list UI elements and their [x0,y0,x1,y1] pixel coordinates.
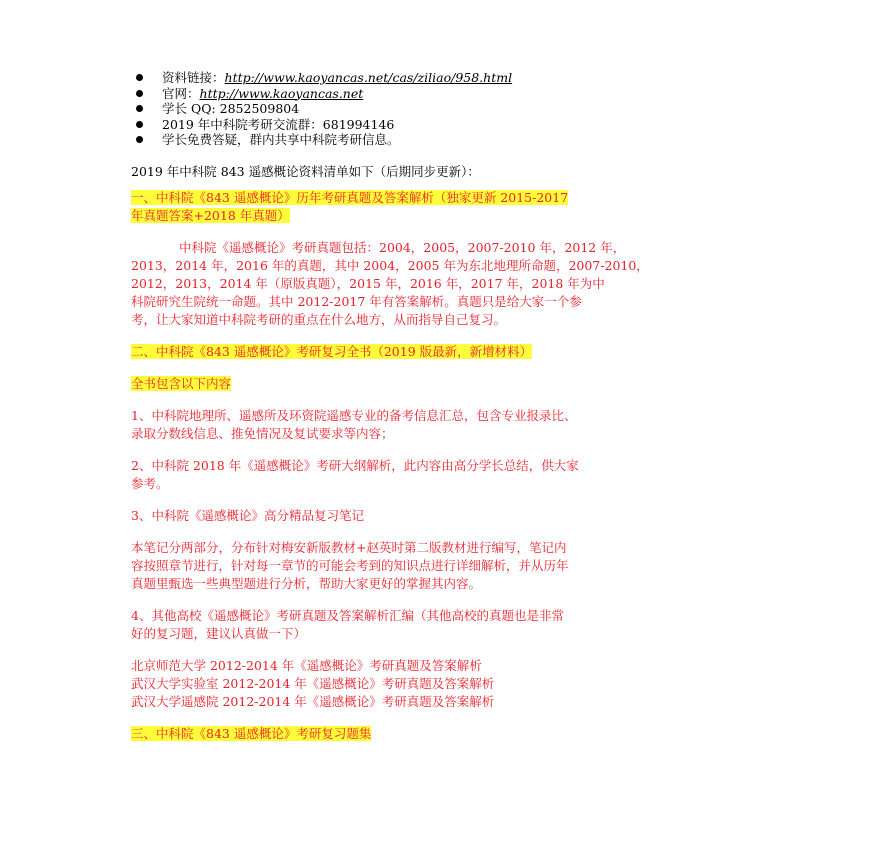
paragraph-line: 科院研究生院统一命题。其中 2012-2017 年有答案解析。真题只是给大家一个参 [131,293,582,309]
paragraph-line: 2012，2013，2014 年（原版真题），2015 年，2016 年，2017 年，2018 年为中 [131,275,605,291]
section1-heading-line1: 一、中科院《843 遥感概论》历年考研真题及答案解析（独家更新 2015-2017 [131,189,569,205]
item4: 4、其他高校《遥感概论》考研真题及答案解析汇编（其他高校的真题也是非常 好的复习题，建议认真做一下） [131,607,564,641]
item2: 2、中科院 2018 年《遥感概论》考研大纲解析，此内容由高分学长总结，供大家 参考。 [131,457,579,491]
section1-heading [131,189,743,225]
bullet-group [131,117,743,133]
item3-description: 本笔记分两部分，分布针对梅安新版教材+赵英时第二版教材进行编写，笔记内 容按照章节进行，针对每一章节的可能会考到的知识点进行详细解析，并从历年 真题里甄选一些典型题进行分析，帮助大家更好的掌握其内容。 [131,539,569,591]
school-item: 武汉大学遥感院 2012-2014 年《遥感概论》考研真题及答案解析 [131,693,495,709]
paragraph-line: 2013，2014 年，2016 年的真题，其中 2004，2005 年为东北地理所命题，2007-2010， [131,257,649,273]
bullet-materials-link [131,70,743,86]
section1-paragraph [131,239,743,329]
section2-subheading: 全书包含以下内容 [131,375,232,391]
intro-text: 2019 年中科院 843 遥感概论资料清单如下（后期同步更新）： [131,163,480,179]
website-link[interactable]: http://www.kaoyancas.net [199,85,364,101]
bullet-label: 官网： [162,85,200,101]
item3: 3、中科院《遥感概论》高分精品复习笔记 [131,507,364,523]
bullet-label: 学长免费答疑，群内共享中科院考研信息。 [162,132,400,147]
bullet-qq [131,101,743,117]
bullet-label: 2019 年中科院考研交流群：681994146 [162,116,395,132]
item1: 1、中科院地理所、遥感所及环资院遥感专业的备考信息汇总，包含专业报录比、 录取分数线信息、推免情况及复试要求等内容； [131,407,577,441]
document-page [131,70,743,743]
info-bullet-list [131,70,743,148]
section1-heading-line2: 年真题答案+2018 年真题） [131,207,290,223]
bullet-website [131,86,743,102]
bullet-label: 学长 QQ: 2852509804 [162,101,300,116]
bullet-dot-icon [136,121,143,128]
bullet-label: 资料链接： [162,70,225,85]
section3-heading: 三、中科院《843 遥感概论》考研复习题集 [131,725,372,741]
materials-link[interactable]: http://www.kaoyancas.net/cas/ziliao/958.html [224,70,513,85]
section2-heading: 二、中科院《843 遥感概论》考研复习全书（2019 版最新，新增材料） [131,343,533,359]
school-item: 武汉大学实验室 2012-2014 年《遥感概论》考研真题及答案解析 [131,675,495,691]
bullet-dot-icon [136,105,143,112]
bullet-dot-icon [136,136,143,143]
bullet-dot-icon [136,74,143,81]
paragraph-line: 考，让大家知道中科院考研的重点在什么地方，从而指导自己复习。 [131,311,507,327]
school-item: 北京师范大学 2012-2014 年《遥感概论》考研真题及答案解析 [131,657,482,673]
bullet-qa [131,132,743,148]
school-list [131,657,743,711]
bullet-dot-icon [136,90,143,97]
paragraph-line: 中科院《遥感概论》考研真题包括：2004，2005，2007-2010 年，2012 年， [179,239,626,255]
